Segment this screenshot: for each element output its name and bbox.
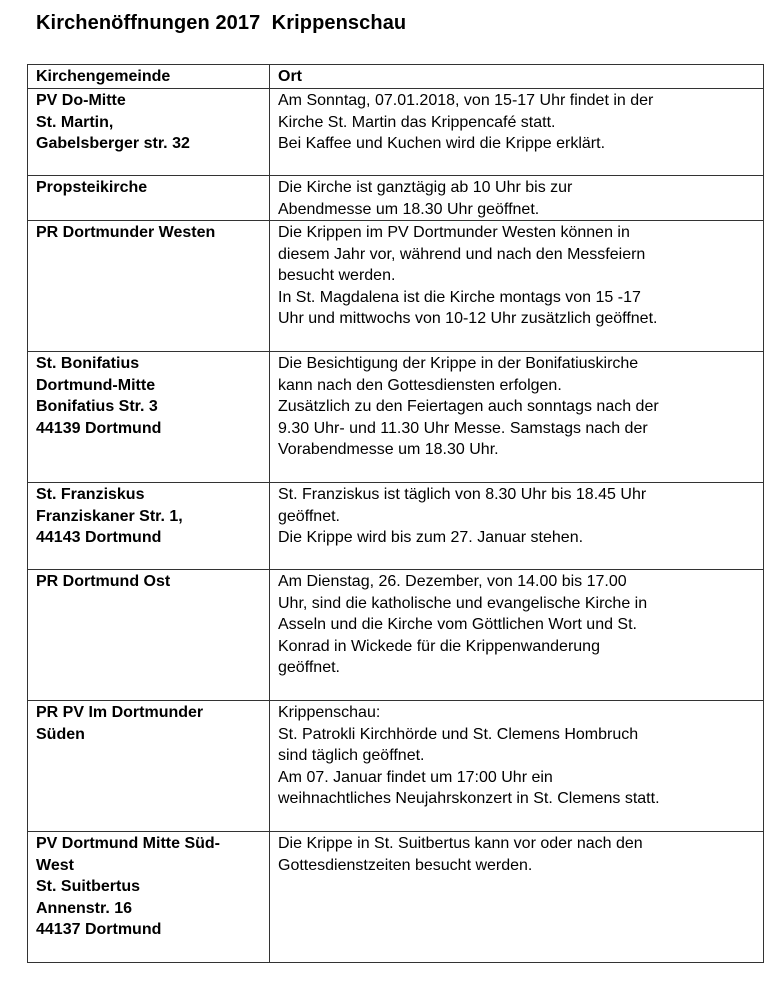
ort-line: Die Kirche ist ganztägig ab 10 Uhr bis zur <box>278 179 573 196</box>
ort-line: Am Sonntag, 07.01.2018, von 15-17 Uhr findet in der <box>278 92 654 109</box>
table-row <box>28 570 764 701</box>
ort-cell <box>270 483 764 570</box>
kirchengemeinde-cell <box>28 221 270 352</box>
kirchengemeinde-line: St. Suitbertus <box>36 878 141 895</box>
ort-cell <box>270 89 764 176</box>
ort-line: St. Franziskus ist täglich von 8.30 Uhr bis 18.45 Uhr <box>278 486 647 503</box>
ort-line: Abendmesse um 18.30 Uhr geöffnet. <box>278 200 540 218</box>
ort-cell <box>270 701 764 832</box>
ort-line: St. Patrokli Kirchhörde und St. Clemens Hombruch <box>278 725 639 743</box>
kirchengemeinde-line: Propsteikirche <box>36 179 148 196</box>
ort-line: In St. Magdalena ist die Kirche montags von 15 -17 <box>278 288 641 306</box>
table-header-row <box>28 65 764 89</box>
ort-line: Die Besichtigung der Krippe in der Bonifatiuskirche <box>278 355 639 372</box>
table-row <box>28 701 764 832</box>
kirchengemeinde-cell <box>28 832 270 963</box>
column-header-ort: Ort <box>270 65 764 89</box>
ort-line: Gottesdienstzeiten besucht werden. <box>278 856 533 874</box>
church-openings-table <box>27 64 764 963</box>
kirchengemeinde-line: Dortmund-Mitte <box>36 376 156 394</box>
kirchengemeinde-line: PR Dortmunder Westen <box>36 224 216 241</box>
ort-line: Die Krippe in St. Suitbertus kann vor oder nach den <box>278 835 643 852</box>
table-row <box>28 176 764 221</box>
ort-cell <box>270 570 764 701</box>
kirchengemeinde-line: St. Martin, <box>36 113 114 131</box>
kirchengemeinde-cell <box>28 352 270 483</box>
kirchengemeinde-line: PV Do-Mitte <box>36 92 126 109</box>
ort-line: geöffnet. <box>278 659 340 676</box>
kirchengemeinde-line: Gabelsberger str. 32 <box>36 135 190 152</box>
kirchengemeinde-line: Franziskaner Str. 1, <box>36 507 183 525</box>
ort-line: Uhr und mittwochs von 10-12 Uhr zusätzlich geöffnet. <box>278 310 658 327</box>
kirchengemeinde-line: Süden <box>36 725 85 743</box>
kirchengemeinde-cell <box>28 570 270 701</box>
table-row <box>28 832 764 963</box>
ort-line: Bei Kaffee und Kuchen wird die Krippe erklärt. <box>278 135 606 152</box>
ort-line: weihnachtliches Neujahrskonzert in St. Clemens statt. <box>278 790 660 807</box>
ort-cell <box>270 352 764 483</box>
kirchengemeinde-line: St. Franziskus <box>36 486 145 503</box>
kirchengemeinde-line: PR Dortmund Ost <box>36 573 171 590</box>
ort-line: sind täglich geöffnet. <box>278 747 425 764</box>
kirchengemeinde-line: Bonifatius Str. 3 <box>36 398 158 415</box>
kirchengemeinde-cell <box>28 89 270 176</box>
ort-cell <box>270 176 764 221</box>
kirchengemeinde-line: PR PV Im Dortmunder <box>36 704 204 721</box>
ort-line: Am 07. Januar findet um 17:00 Uhr ein <box>278 768 553 786</box>
table-row <box>28 352 764 483</box>
ort-line: Die Krippe wird bis zum 27. Januar stehen. <box>278 529 584 546</box>
ort-line: Kirche St. Martin das Krippencafé statt. <box>278 113 556 131</box>
ort-line: Am Dienstag, 26. Dezember, von 14.00 bis 17.00 <box>278 573 627 590</box>
kirchengemeinde-line: St. Bonifatius <box>36 355 140 372</box>
ort-cell <box>270 832 764 963</box>
table-body <box>28 89 764 963</box>
ort-cell <box>270 221 764 352</box>
table-row <box>28 483 764 570</box>
ort-line: kann nach den Gottesdiensten erfolgen. <box>278 376 562 394</box>
ort-line: Zusätzlich zu den Feiertagen auch sonntags nach der <box>278 398 659 415</box>
kirchengemeinde-line: Annenstr. 16 <box>36 899 133 917</box>
kirchengemeinde-line: 44143 Dortmund <box>36 529 162 546</box>
ort-line: Krippenschau: <box>278 704 381 721</box>
kirchengemeinde-cell <box>28 701 270 832</box>
column-header-kirchengemeinde: Kirchengemeinde <box>28 65 270 89</box>
ort-line: Uhr, sind die katholische und evangelische Kirche in <box>278 594 648 612</box>
kirchengemeinde-line: PV Dortmund Mitte Süd- <box>36 835 220 852</box>
ort-line: Die Krippen im PV Dortmunder Westen können in <box>278 224 630 241</box>
ort-line: Asseln und die Kirche vom Göttlichen Wort und St. <box>278 616 637 633</box>
ort-line: geöffnet. <box>278 507 340 525</box>
ort-line: diesem Jahr vor, während und nach den Messfeiern <box>278 245 646 263</box>
table-row <box>28 221 764 352</box>
table-row <box>28 89 764 176</box>
page-title: Kirchenöffnungen 2017 Krippenschau <box>36 12 407 34</box>
kirchengemeinde-cell <box>28 483 270 570</box>
kirchengemeinde-line: 44137 Dortmund <box>36 921 162 938</box>
kirchengemeinde-cell <box>28 176 270 221</box>
ort-line: besucht werden. <box>278 267 396 284</box>
ort-line: Konrad in Wickede für die Krippenwanderung <box>278 637 600 655</box>
kirchengemeinde-line: West <box>36 856 74 874</box>
ort-line: 9.30 Uhr- und 11.30 Uhr Messe. Samstags nach der <box>278 419 648 437</box>
ort-line: Vorabendmesse um 18.30 Uhr. <box>278 441 499 458</box>
kirchengemeinde-line: 44139 Dortmund <box>36 419 162 437</box>
